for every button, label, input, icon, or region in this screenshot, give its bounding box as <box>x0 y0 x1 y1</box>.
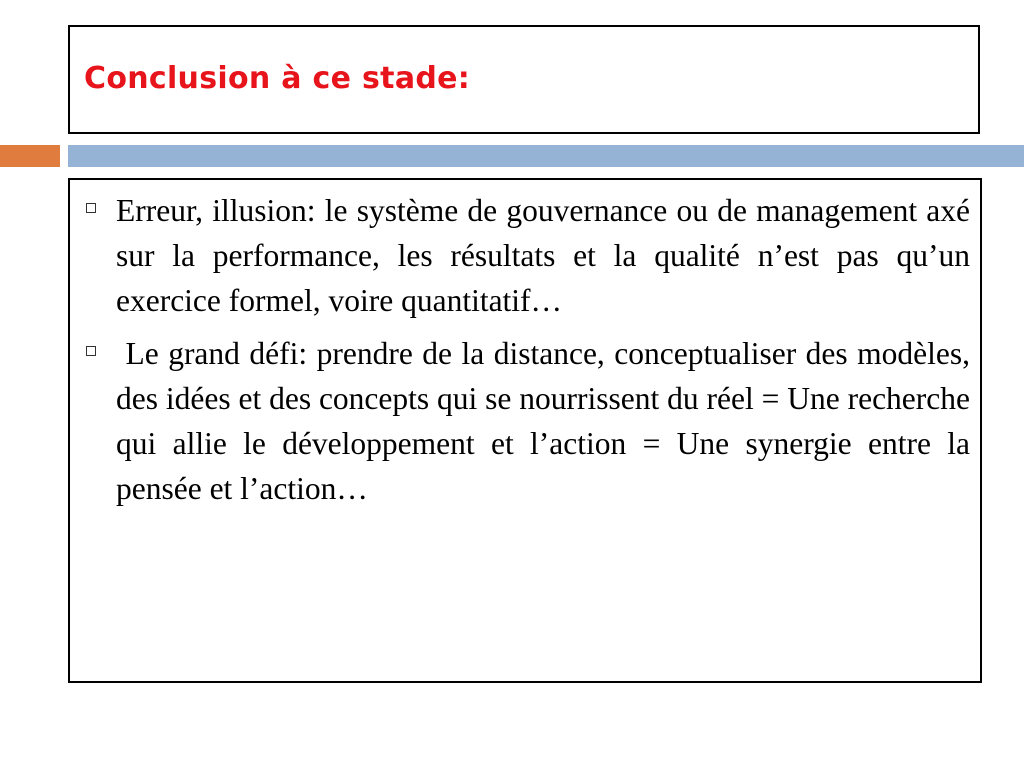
bullet-text: Erreur, illusion: le système de gouvernance ou de management axé sur la performance, les résultats et la qualité n’est pas qu’un exercice formel, voire quantitatif… <box>116 193 970 318</box>
accent-bar-orange <box>0 145 60 167</box>
bullet-item <box>80 188 970 323</box>
hollow-square-bullet-icon <box>86 346 96 356</box>
hollow-square-bullet-icon <box>86 203 96 213</box>
title-box <box>68 25 980 134</box>
bullet-list <box>80 188 978 511</box>
bullet-item <box>80 331 978 511</box>
accent-bar-blue <box>68 145 1024 167</box>
slide-title: Conclusion à ce stade: <box>84 61 471 96</box>
bullet-text: Le grand défi: prendre de la distance, conceptualiser des modèles, des idées et des concepts qui se nourrissent du réel = Une recherche qui allie le développement et l’action = Une synergie entre la pensée et l’action… <box>116 336 978 506</box>
content-box <box>68 178 982 683</box>
